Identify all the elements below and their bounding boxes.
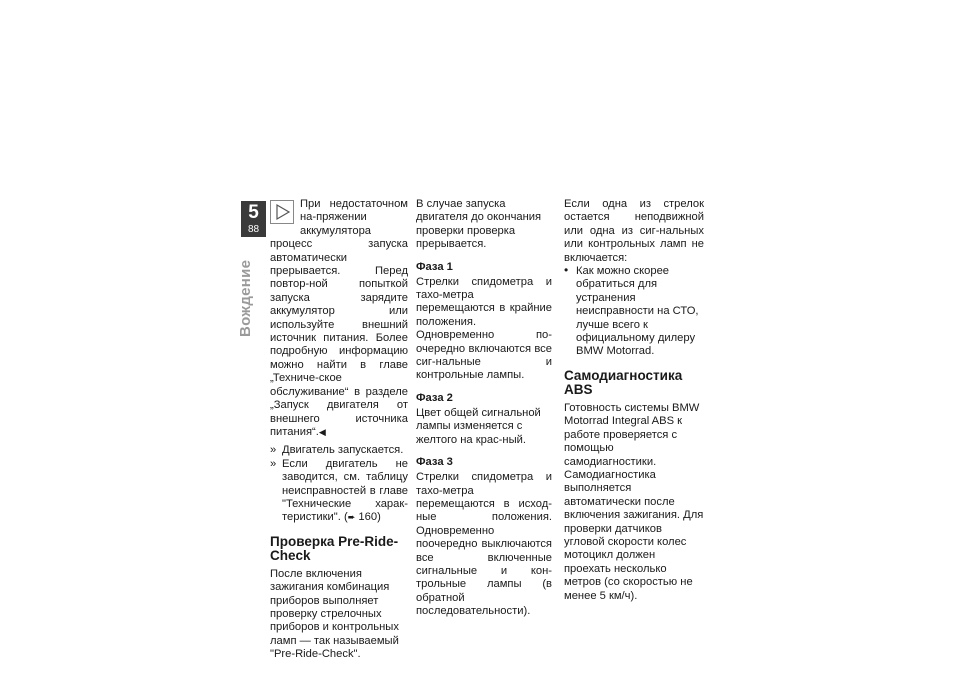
phase-text: Цвет общей сигнальной лампы изменяется с желтого на крас-ный. xyxy=(416,406,541,446)
section-heading: Проверка Pre-Ride-Check xyxy=(270,533,399,564)
phase-heading: Фаза 1 xyxy=(416,260,453,273)
list-item: • Как можно скорее обратиться для устранения неисправности на СТО, лучше всего к официальному дилеру BMW Motorrad. xyxy=(564,263,699,358)
phase-text: Стрелки спидометра и тахо-метра перемещаются в крайние положения. Одновременно по-очередно включаются все сиг-нальные и контрольные лампы. xyxy=(416,275,552,382)
intro-text: В случае запуска двигателя до окончания проверки проверка прерывается. xyxy=(416,198,542,251)
result-list xyxy=(270,444,408,524)
page-ref-arrow-icon: ➨ xyxy=(347,512,356,523)
chapter-title: Вождение xyxy=(237,259,254,337)
phase-heading: Фаза 3 xyxy=(416,456,453,469)
section-text: После включения зажигания комбинация приборов выполняет проверку стрелочных приборов и контрольных ламп — так называемый "Pre-Ride-Check". xyxy=(270,567,399,661)
chapter-number: 5 xyxy=(248,202,259,223)
column-1 xyxy=(270,198,408,662)
column-2 xyxy=(416,198,552,619)
condition-text: Если одна из стрелок остается неподвижной или одна из сиг-нальных или контрольных ламп не включается: xyxy=(564,198,704,264)
warning-text: процесс запуска автоматически прерывается. Перед повтор-ной попыткой запуска зарядите аккумулятор или используйте внешний источник питания. Более подробную информацию можно найти в главе „Техниче-ское обслуживание“ в разделе „Запуск двигателя от внешнего источника питания“.◀ xyxy=(270,238,408,438)
phase-text: Стрелки спидометра и тахо-метра перемещаются в исход-ные положения. Одновременно поочередно выключаются все включенные сигнальные и кон-трольные лампы (в обратной последовательности). xyxy=(416,471,552,618)
chapter-tab xyxy=(241,201,266,237)
column-3 xyxy=(564,198,704,603)
list-item: » Двигатель запускается. xyxy=(270,444,404,457)
page-ref: 160 xyxy=(358,511,378,524)
warning-lead: При недостаточном на-пряжении аккумулятора xyxy=(300,198,408,237)
warning-block xyxy=(270,198,408,238)
section-heading: Самодиагностика ABS xyxy=(564,367,683,398)
triangle-caution-icon xyxy=(270,200,294,224)
list-item: » Если двигатель не заводится, см. таблицу неисправностей в главе "Технические харак-теристики". (➨ 160) xyxy=(270,457,408,524)
section-text: Готовность системы BMW Motorrad Integral ABS к работе проверяется с помощью самодиагностики. Самодиагностика выполняется автоматически после включения зажигания. Для проверки датчиков угловой скорости колес мотоцикл должен проехать несколько метров (со скоростью не менее 5 км/ч). xyxy=(564,401,704,602)
page-number: 88 xyxy=(247,224,260,235)
phase-heading: Фаза 2 xyxy=(416,391,453,404)
bullet-list xyxy=(564,265,704,359)
end-mark: ◀ xyxy=(318,426,326,437)
